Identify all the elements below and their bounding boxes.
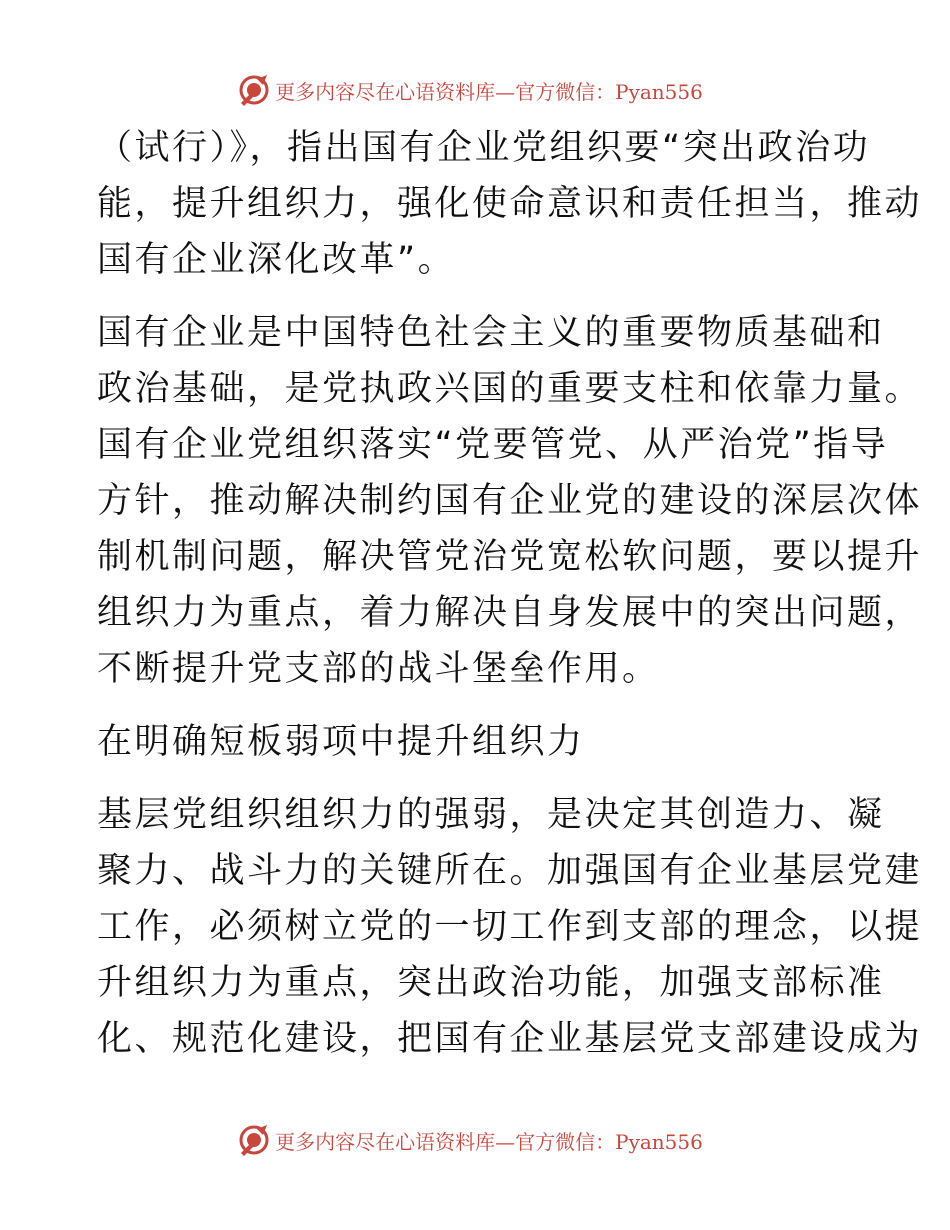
text-line: 不断提升党支部的战斗堡垒作用。 bbox=[97, 649, 660, 689]
paragraph-3 bbox=[97, 787, 923, 1067]
heading-text: 在明确短板弱项中提升组织力 bbox=[97, 722, 585, 762]
text-line: 方针，推动解决制约国有企业党的建设的深层次体 bbox=[97, 481, 923, 521]
document-body bbox=[97, 120, 923, 1067]
text-line: 制机制问题，解决管党治党宽松软问题，要以提升 bbox=[97, 537, 923, 577]
text-line: 化、规范化建设，把国有企业基层党支部建设成为 bbox=[97, 1019, 923, 1059]
paragraph-1 bbox=[97, 120, 923, 288]
text-line: 工作，必须树立党的一切工作到支部的理念，以提 bbox=[97, 907, 923, 947]
pen-logo-icon bbox=[237, 73, 271, 107]
header-watermark bbox=[0, 70, 950, 110]
text-line: 国有企业是中国特色社会主义的重要物质基础和 bbox=[97, 313, 885, 353]
text-line: 能，提升组织力，强化使命意识和责任担当，推动 bbox=[97, 184, 923, 224]
text-line: （试行）》，指出国有企业党组织要“突出政治功 bbox=[97, 128, 871, 168]
text-line: 国有企业深化改革”。 bbox=[97, 240, 456, 280]
pen-logo-icon bbox=[237, 1123, 271, 1157]
text-line: 组织力为重点，着力解决自身发展中的突出问题， bbox=[97, 593, 923, 633]
watermark-group bbox=[237, 73, 703, 107]
watermark-text: 更多内容尽在心语资料库—官方微信：Pyan556 bbox=[275, 1129, 703, 1154]
section-heading bbox=[97, 714, 867, 770]
watermark-text: 更多内容尽在心语资料库—官方微信：Pyan556 bbox=[275, 79, 703, 104]
text-line: 政治基础，是党执政兴国的重要支柱和依靠力量。 bbox=[97, 369, 923, 409]
text-line: 升组织力为重点，突出政治功能，加强支部标准 bbox=[97, 963, 885, 1003]
footer-watermark bbox=[0, 1120, 950, 1160]
text-line: 国有企业党组织落实“党要管党、从严治党”指导 bbox=[97, 425, 889, 465]
paragraph-2 bbox=[97, 305, 923, 697]
text-line: 聚力、战斗力的关键所在。加强国有企业基层党建 bbox=[97, 851, 923, 891]
watermark-group bbox=[237, 1123, 703, 1157]
text-line: 基层党组织组织力的强弱，是决定其创造力、凝 bbox=[97, 795, 885, 835]
